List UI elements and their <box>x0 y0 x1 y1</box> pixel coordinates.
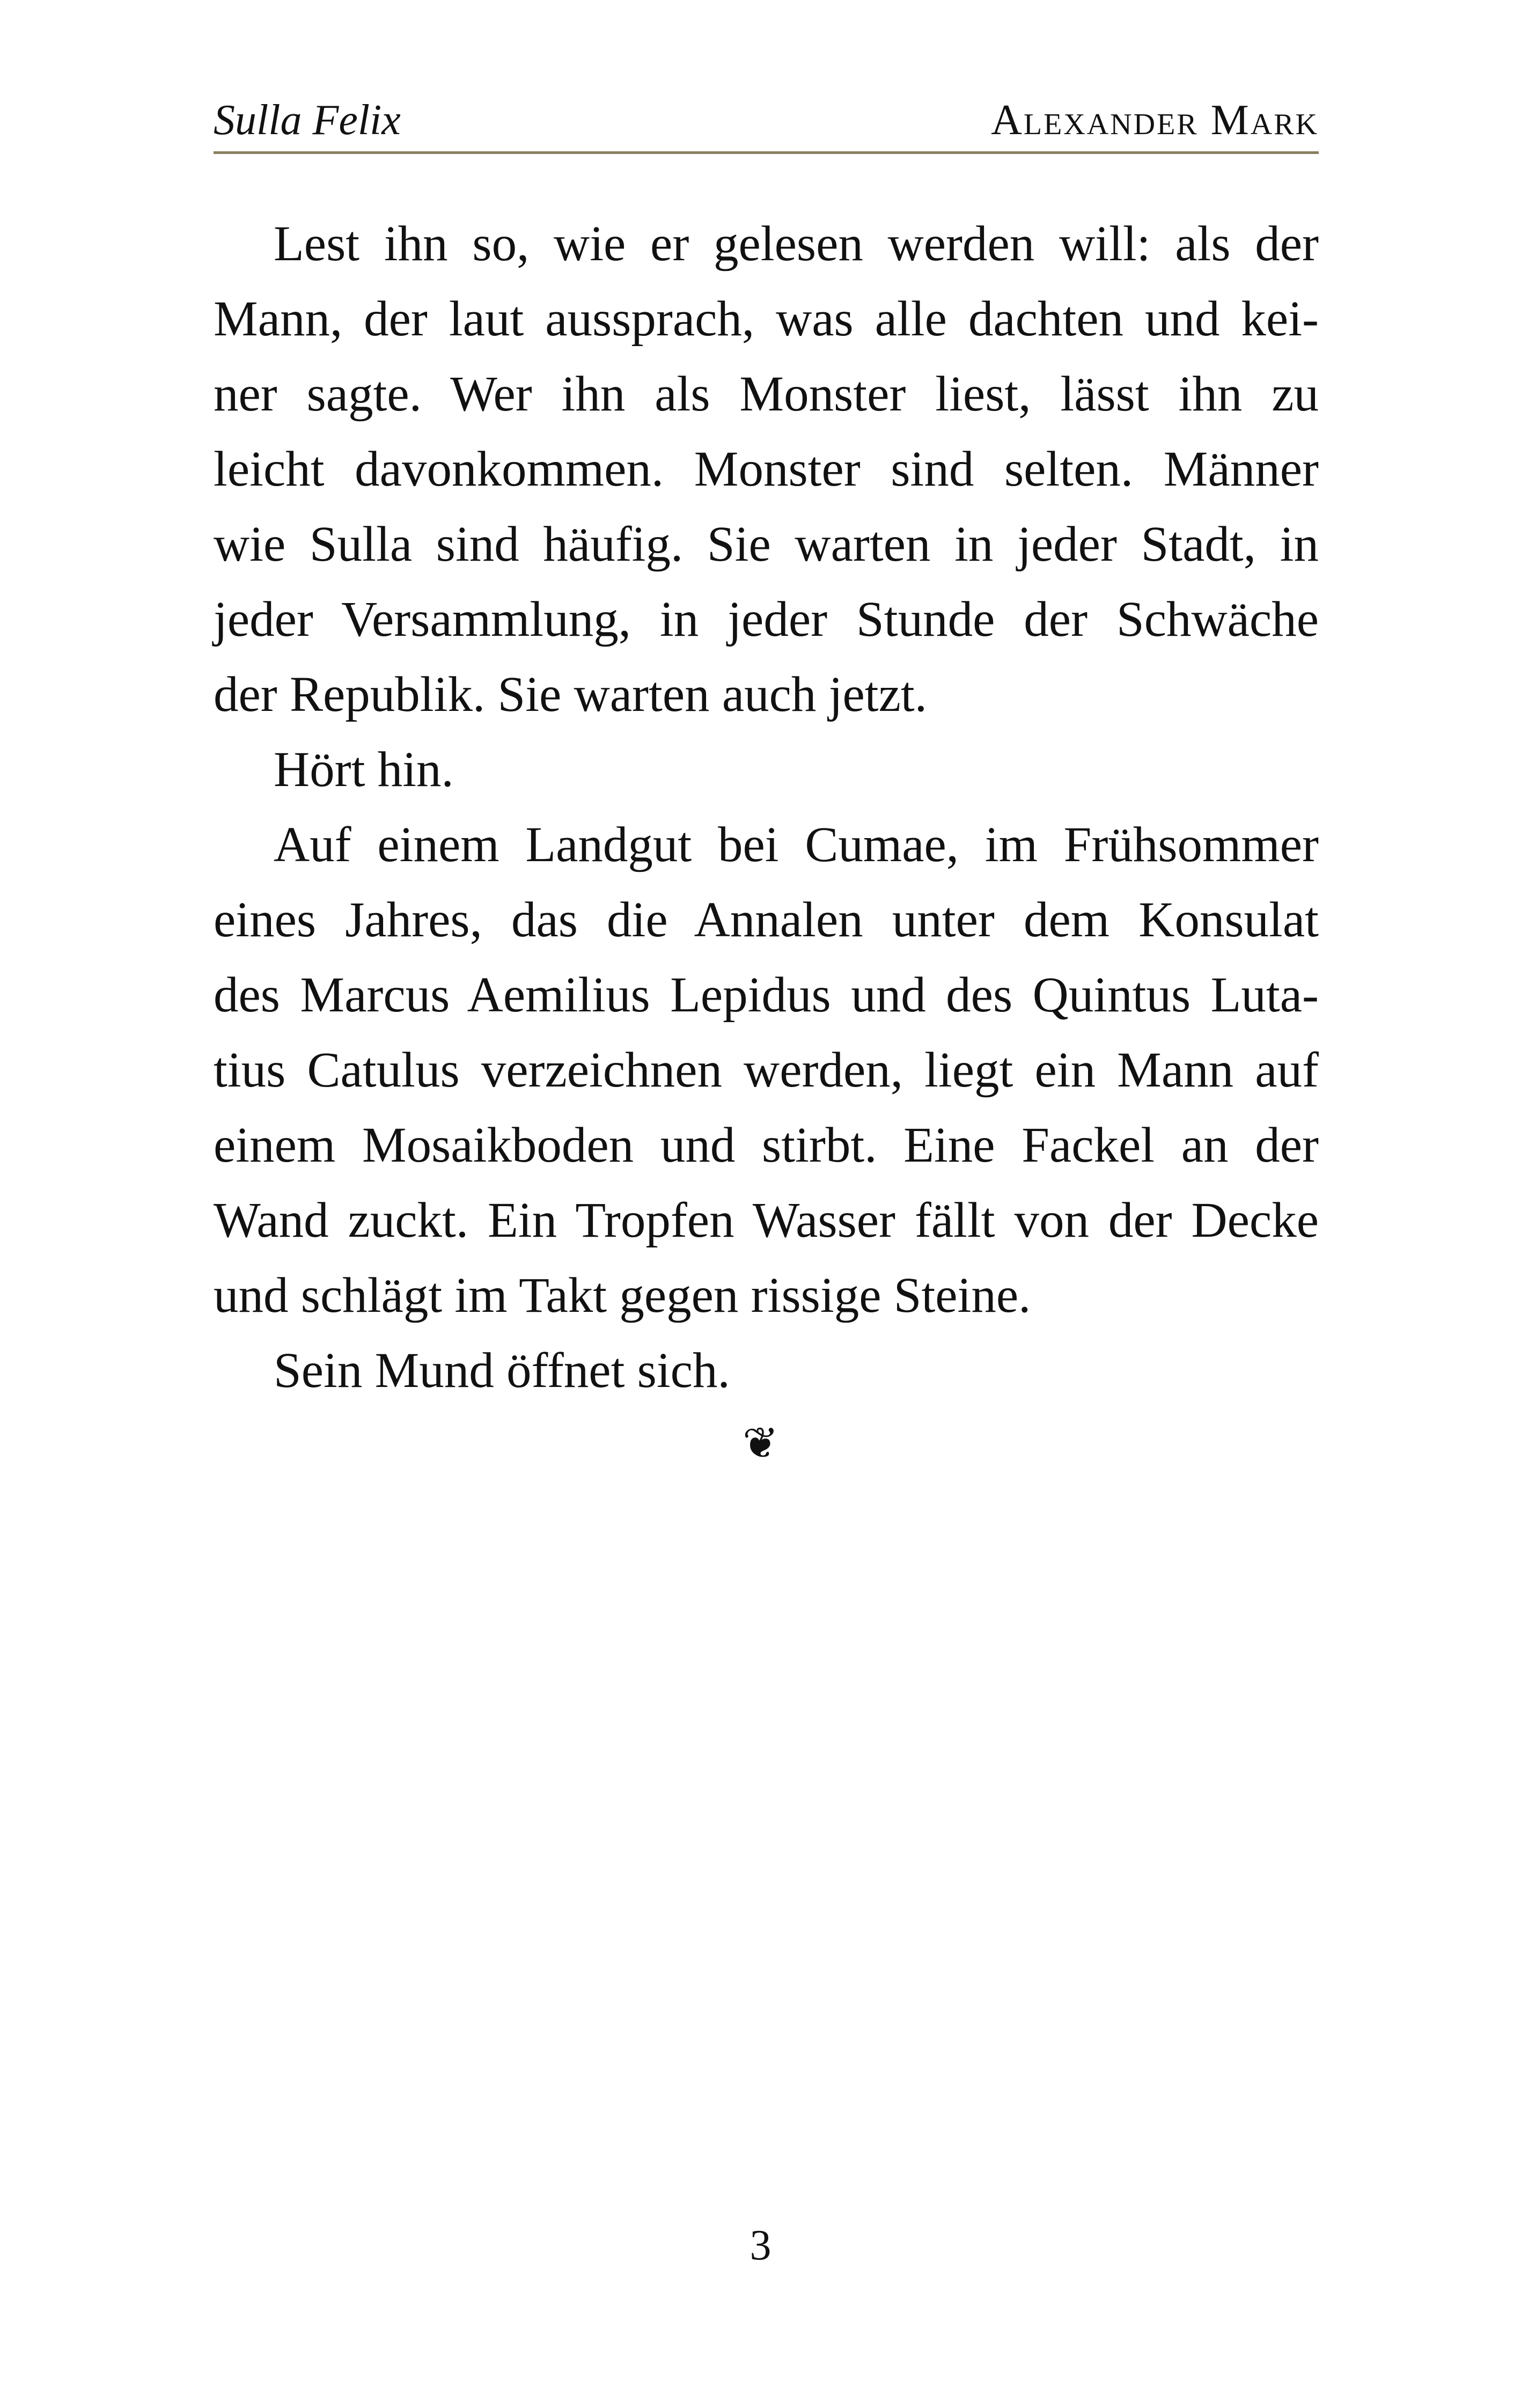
text-line: wie Sulla sind häufig. Sie warten in jeder Stadt, in <box>214 517 1319 572</box>
paragraph <box>214 732 1319 807</box>
page-number: 3 <box>750 2222 771 2269</box>
text-line: tius Catulus verzeichnen werden, liegt ein Mann auf <box>214 1043 1319 1098</box>
paragraph <box>214 807 1319 1333</box>
text-line: Lest ihn so, wie er gelesen werden will: als der <box>274 216 1319 271</box>
text-line: Wand zuckt. Ein Tropfen Wasser fällt von der Decke <box>214 1193 1319 1248</box>
author-name: Alexander Mark <box>991 97 1319 144</box>
running-header <box>214 92 1319 154</box>
text-line: der Republik. Sie warten auch jetzt. <box>214 667 927 722</box>
body-text <box>214 207 1319 1408</box>
text-line: des Marcus Aemilius Lepidus und des Quintus Luta- <box>214 967 1319 1023</box>
text-line: jeder Versammlung, in jeder Stunde der Schwäche <box>214 592 1319 647</box>
section-ornament: ❦ <box>742 1418 779 1468</box>
text-line: Sein Mund öffnet sich. <box>274 1343 730 1398</box>
text-line: ner sagte. Wer ihn als Monster liest, lässt ihn zu <box>214 366 1319 422</box>
paragraph <box>214 207 1319 732</box>
text-line: eines Jahres, das die Annalen unter dem Konsulat <box>214 892 1319 948</box>
text-line: einem Mosaikboden und stirbt. Eine Fackel an der <box>214 1118 1319 1173</box>
text-line: Mann, der laut aussprach, was alle dachten und kei- <box>214 291 1319 347</box>
text-line: und schlägt im Takt gegen rissige Steine. <box>214 1268 1031 1323</box>
text-line: Hört hin. <box>274 742 454 797</box>
text-line: leicht davonkommen. Monster sind selten. Männer <box>214 442 1319 497</box>
book-title: Sulla Felix <box>214 97 401 144</box>
text-line: Auf einem Landgut bei Cumae, im Frühsommer <box>274 817 1319 872</box>
paragraph <box>214 1333 1319 1408</box>
